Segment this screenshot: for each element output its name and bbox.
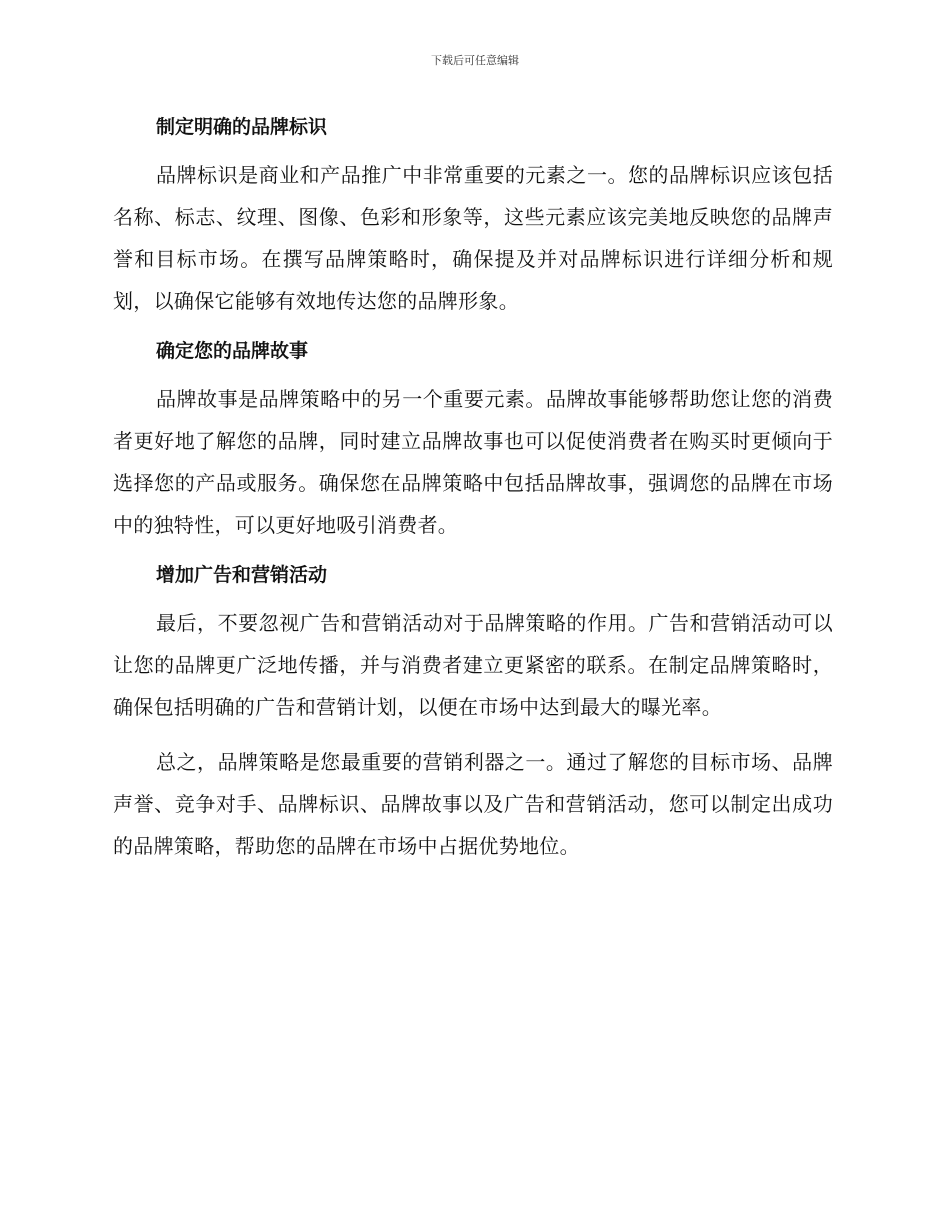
- paragraph-conclusion: 总之，品牌策略是您最重要的营销利器之一。通过了解您的目标市场、品牌声誉、竞争对手、品牌标识、品牌故事以及广告和营销活动，您可以制定出成功的品牌策略，帮助您的品牌在市场中占据优势地位。: [113, 750, 833, 858]
- section-heading-brand-identity: 制定明确的品牌标识: [156, 116, 328, 138]
- section-heading-advertising: 增加广告和营销活动: [156, 564, 328, 586]
- paragraph-brand-identity: 品牌标识是商业和产品推广中非常重要的元素之一。您的品牌标识应该包括名称、标志、纹理、图像、色彩和形象等，这些元素应该完美地反映您的品牌声誉和目标市场。在撰写品牌策略时，确保提及并对品牌标识进行详细分析和规划，以确保它能够有效地传达您的品牌形象。: [113, 163, 833, 313]
- paragraph-advertising: 最后，不要忽视广告和营销活动对于品牌策略的作用。广告和营销活动可以让您的品牌更广泛地传播，并与消费者建立更紧密的联系。在制定品牌策略时，确保包括明确的广告和营销计划，以便在市场中达到最大的曝光率。: [113, 611, 833, 719]
- header-note: 下载后可任意编辑: [431, 54, 519, 67]
- paragraph-brand-story: 品牌故事是品牌策略中的另一个重要元素。品牌故事能够帮助您让您的消费者更好地了解您的品牌，同时建立品牌故事也可以促使消费者在购买时更倾向于选择您的产品或服务。确保您在品牌策略中包括品牌故事，强调您的品牌在市场中的独特性，可以更好地吸引消费者。: [113, 387, 833, 537]
- section-heading-brand-story: 确定您的品牌故事: [156, 340, 309, 362]
- document-body: [113, 110, 833, 867]
